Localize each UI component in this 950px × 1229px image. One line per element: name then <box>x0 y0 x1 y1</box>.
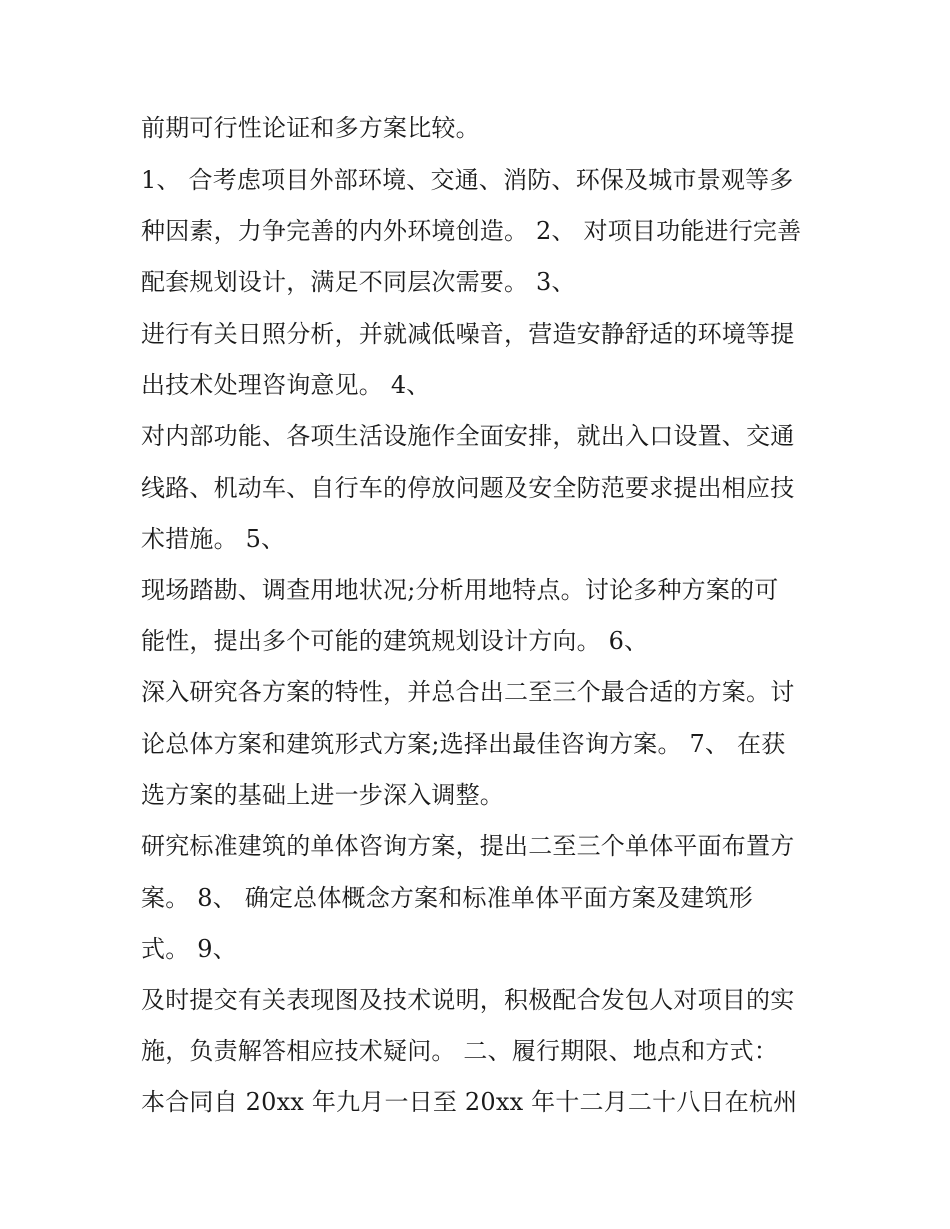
text-line: 及时提交有关表现图及技术说明，积极配合发包人对项目的实 <box>141 986 795 1014</box>
text-line: 1、 合考虑项目外部环境、交通、消防、环保及城市景观等多 <box>141 166 794 194</box>
text-line: 前期可行性论证和多方案比较。 <box>141 114 480 142</box>
text-line: 本合同自 20xx 年九月一日至 20xx 年十二月二十八日在杭州 <box>141 1088 798 1116</box>
text-line: 选方案的基础上进一步深入调整。 <box>141 781 504 809</box>
text-line: 施，负责解答相应技术疑问。 二、履行期限、地点和方式： <box>141 1037 779 1065</box>
text-line: 深入研究各方案的特性，并总合出二至三个最合适的方案。讨 <box>141 678 795 706</box>
text-line: 研究标准建筑的单体咨询方案，提出二至三个单体平面布置方 <box>141 832 795 860</box>
text-line: 能性，提出多个可能的建筑规划设计方向。 6、 <box>141 627 649 655</box>
text-line: 配套规划设计，满足不同层次需要。 3、 <box>141 268 576 296</box>
text-line: 出技术处理咨询意见。 4、 <box>141 371 431 399</box>
text-line: 线路、机动车、自行车的停放问题及安全防范要求提出相应技 <box>141 474 795 502</box>
text-line: 案。 8、 确定总体概念方案和标准单体平面方案及建筑形 <box>141 884 753 912</box>
text-line: 术措施。 5、 <box>141 525 286 553</box>
text-line: 进行有关日照分析，并就减低噪音，营造安静舒适的环境等提 <box>141 320 795 348</box>
text-line: 论总体方案和建筑形式方案;选择出最佳咨询方案。 7、 在获 <box>141 730 786 758</box>
text-line: 种因素，力争完善的内外环境创造。 2、 对项目功能进行完善 <box>141 217 802 245</box>
text-line: 对内部功能、各项生活设施作全面安排，就出入口设置、交通 <box>141 422 795 450</box>
text-line: 现场踏勘、调查用地状况;分析用地特点。讨论多种方案的可 <box>141 576 779 604</box>
text-line: 式。 9、 <box>141 935 237 963</box>
